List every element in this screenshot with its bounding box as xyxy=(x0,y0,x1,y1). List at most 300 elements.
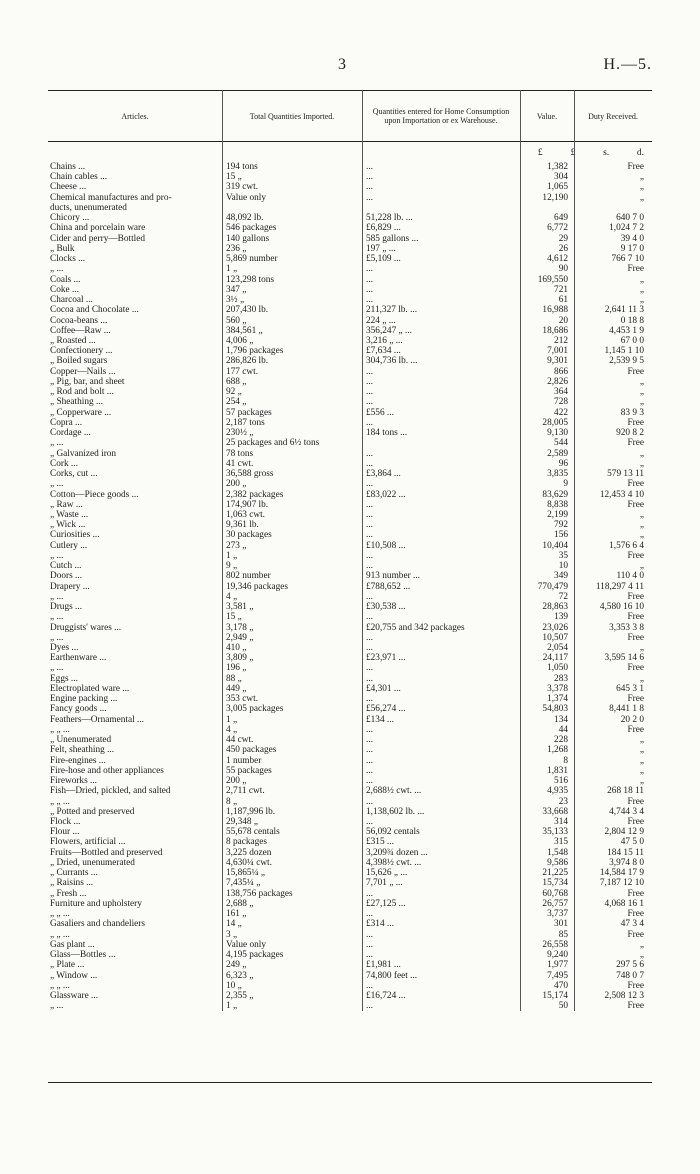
table-row xyxy=(48,438,652,448)
duty-cell: 2,641 11 3 xyxy=(604,305,644,316)
value-cell: 8 xyxy=(563,755,568,766)
total-quantity-cell: 8 packages xyxy=(226,837,268,848)
home-consumption-cell: 184 tons ... xyxy=(366,428,408,439)
home-consumption-cell: ... xyxy=(366,591,373,602)
home-consumption-cell: ... xyxy=(366,980,373,991)
duty-cell: 297 5 6 xyxy=(616,960,644,971)
article-cell: Cotton—Piece goods ... xyxy=(50,489,139,500)
article-cell: Glassware ... xyxy=(50,990,99,1001)
total-quantity-cell: 4 „ xyxy=(226,724,238,735)
table-row xyxy=(48,940,652,950)
table-row xyxy=(48,674,652,684)
home-consumption-cell: ... xyxy=(366,264,373,275)
duty-cell: Free xyxy=(627,632,644,643)
home-consumption-cell: ... xyxy=(366,448,373,459)
value-cell: 139 xyxy=(554,612,568,623)
article-cell: Fancy goods ... xyxy=(50,704,107,715)
article-cell: Corks, cut ... xyxy=(50,469,98,480)
table-row xyxy=(48,756,652,766)
article-cell: „ ... xyxy=(50,438,64,449)
duty-cell: Free xyxy=(627,724,644,735)
home-consumption-cell: £315 ... xyxy=(366,837,394,848)
duty-cell: 47 3 4 xyxy=(620,919,644,930)
home-consumption-cell: ... xyxy=(366,499,373,510)
duty-cell: „ xyxy=(639,458,644,469)
duty-cell: 9 17 0 xyxy=(620,243,644,254)
total-quantity-cell: 41 cwt. xyxy=(226,458,254,469)
home-consumption-cell: £16,724 ... xyxy=(366,990,406,1001)
total-quantity-cell: 29,348 „ xyxy=(226,817,259,827)
home-consumption-cell: ... xyxy=(366,366,373,377)
table-row xyxy=(48,919,652,929)
home-consumption-cell: ... xyxy=(366,295,373,306)
table-row xyxy=(48,397,652,407)
value-cell: 44 xyxy=(558,724,568,735)
duty-cell: Free xyxy=(627,817,644,827)
home-consumption-cell: £20,755 and 342 packages xyxy=(366,622,465,633)
table-row xyxy=(48,960,652,970)
value-cell: 315 xyxy=(554,837,568,848)
table-row xyxy=(48,316,652,326)
table-row xyxy=(48,387,652,397)
duty-cell: 2,508 12 3 xyxy=(604,990,644,1001)
table-row xyxy=(48,663,652,673)
table-row xyxy=(48,653,652,663)
column-divider xyxy=(222,90,223,1011)
duty-cell: „ xyxy=(639,295,644,306)
table-row xyxy=(48,213,652,223)
article-cell: Copra ... xyxy=(50,417,83,428)
total-quantity-cell: 1 „ xyxy=(226,714,238,725)
total-quantity-cell: 449 „ xyxy=(226,683,247,694)
total-quantity-cell: 802 number xyxy=(226,571,271,582)
article-cell: „ ... xyxy=(50,591,64,602)
value-cell: 7,001 xyxy=(547,346,568,357)
table-row xyxy=(48,223,652,233)
total-quantity-cell: 450 packages xyxy=(226,745,277,756)
table-row xyxy=(48,172,652,182)
home-consumption-cell: ... xyxy=(366,735,373,746)
home-consumption-cell: ... xyxy=(366,888,373,899)
table-row xyxy=(48,694,652,704)
table-row xyxy=(48,868,652,878)
table-row xyxy=(48,858,652,868)
article-cell: Charcoal ... xyxy=(50,295,93,306)
value-cell: 422 xyxy=(554,407,568,418)
home-consumption-cell: £1,981 ... xyxy=(366,960,401,971)
duty-cell: „ xyxy=(639,755,644,766)
total-quantity-cell: 88 „ xyxy=(226,673,242,684)
home-consumption-cell: ... xyxy=(366,745,373,756)
total-quantity-cell: 3½ „ xyxy=(226,295,245,306)
article-cell: Drugs ... xyxy=(50,602,83,613)
home-consumption-cell: £3,864 ... xyxy=(366,469,401,480)
total-quantity-cell: 347 „ xyxy=(226,284,247,295)
table-row xyxy=(48,725,652,735)
home-consumption-cell: ... xyxy=(366,724,373,735)
value-cell: 314 xyxy=(554,817,568,827)
value-unit: £ xyxy=(537,148,543,158)
total-quantity-cell: 410 „ xyxy=(226,643,247,654)
table-row xyxy=(48,899,652,909)
value-cell: 470 xyxy=(554,980,568,991)
total-quantity-cell: Value only xyxy=(226,939,267,950)
total-quantity-cell: 4,195 packages xyxy=(226,950,284,961)
duty-cell: Free xyxy=(627,438,644,449)
value-cell: 23,026 xyxy=(542,622,568,633)
article-cell: Cocoa and Chocolate ... xyxy=(50,305,139,316)
article-cell: Chicory ... xyxy=(50,213,90,224)
total-quantity-cell: 207,430 lb. xyxy=(226,305,269,316)
duty-cell: „ xyxy=(639,673,644,684)
home-consumption-cell: ... xyxy=(366,950,373,961)
table-row xyxy=(48,193,652,203)
duty-cell: 20 2 0 xyxy=(620,714,644,725)
total-quantity-cell: 3,581 „ xyxy=(226,602,254,613)
duty-cell: 3,974 8 0 xyxy=(609,857,644,868)
total-quantity-cell: 560 „ xyxy=(226,315,247,326)
value-cell: 721 xyxy=(554,284,568,295)
total-quantity-cell: 30 packages xyxy=(226,530,272,541)
home-consumption-cell: 197 „ ... xyxy=(366,243,396,254)
total-quantity-cell: 3,225 dozen xyxy=(226,847,272,858)
home-consumption-cell: ... xyxy=(366,1001,373,1012)
table-row xyxy=(48,346,652,356)
table-row xyxy=(48,561,652,571)
duty-cell: 1,024 7 2 xyxy=(609,223,644,234)
value-cell: 4,612 xyxy=(547,254,568,265)
total-quantity-cell: 4 „ xyxy=(226,591,238,602)
duty-cell: Free xyxy=(627,796,644,807)
duty-cell: „ xyxy=(639,182,644,193)
total-quantity-cell: 2,711 cwt. xyxy=(226,786,265,797)
document-reference: H.—5. xyxy=(603,56,652,73)
value-cell: 61 xyxy=(558,295,568,306)
value-cell: 728 xyxy=(554,397,568,408)
table-row xyxy=(48,295,652,305)
home-consumption-cell: ... xyxy=(366,909,373,920)
article-cell: Fish—Dried, pickled, and salted xyxy=(50,786,171,797)
article-cell: Drapery ... xyxy=(50,581,90,592)
value-cell: 1,374 xyxy=(547,694,568,705)
table-row xyxy=(48,848,652,858)
table-row xyxy=(48,889,652,899)
duty-unit-pence: d. xyxy=(636,148,644,158)
home-consumption-cell: ... xyxy=(366,796,373,807)
value-cell: 9,130 xyxy=(547,428,568,439)
table-row xyxy=(48,285,652,295)
home-consumption-cell: 51,228 lb. ... xyxy=(366,213,413,224)
table-header-row xyxy=(48,91,652,141)
value-cell: 283 xyxy=(554,673,568,684)
article-cell: Fruits—Bottled and preserved xyxy=(50,847,163,858)
home-consumption-cell: ... xyxy=(366,530,373,541)
article-cell: „ ... xyxy=(50,264,64,275)
table-row xyxy=(48,612,652,622)
duty-cell: „ xyxy=(639,745,644,756)
total-quantity-cell: 3,005 packages xyxy=(226,704,284,715)
value-cell: 2,054 xyxy=(547,643,568,654)
value-cell: 33,668 xyxy=(542,806,568,817)
home-consumption-cell: 356,247 „ ... xyxy=(366,325,412,336)
article-cell: „ Boiled sugars xyxy=(50,356,108,367)
table-row xyxy=(48,807,652,817)
duty-cell: Free xyxy=(627,888,644,899)
table-row xyxy=(48,930,652,940)
article-cell: Coffee—Raw ... xyxy=(50,325,111,336)
header-value: Value. xyxy=(536,111,558,121)
table-row xyxy=(48,704,652,714)
article-cell: „ Fresh ... xyxy=(50,888,87,899)
table-row xyxy=(48,623,652,633)
value-cell: 8,838 xyxy=(547,499,568,510)
duty-cell: „ xyxy=(639,509,644,520)
article-cell: Confectionery ... xyxy=(50,346,113,357)
value-cell: 10,404 xyxy=(542,540,568,551)
total-quantity-cell: 1 „ xyxy=(226,264,238,275)
table-row xyxy=(48,377,652,387)
total-quantity-cell: 384,561 „ xyxy=(226,325,263,336)
article-cell: „ Wick ... xyxy=(50,520,86,531)
duty-cell: „ xyxy=(639,561,644,572)
home-consumption-cell: ... xyxy=(366,172,373,183)
article-cell: Electroplated ware ... xyxy=(50,683,130,694)
home-consumption-cell: £30,538 ... xyxy=(366,602,406,613)
column-divider xyxy=(362,90,363,1011)
total-quantity-cell: 319 cwt. xyxy=(226,182,259,193)
home-consumption-cell: 304,736 lb. ... xyxy=(366,356,418,367)
article-cell: Copper—Nails ... xyxy=(50,366,116,377)
total-quantity-cell: 194 tons xyxy=(226,162,258,172)
total-quantity-cell: 196 „ xyxy=(226,663,247,674)
duty-cell: 3,595 14 6 xyxy=(604,653,644,664)
article-cell: Cordage ... xyxy=(50,428,91,439)
total-quantity-cell: 138,756 packages xyxy=(226,888,293,899)
table-row xyxy=(48,991,652,1001)
total-quantity-cell: 2,355 „ xyxy=(226,990,254,1001)
value-cell: 15,734 xyxy=(542,878,568,889)
value-cell: 1,382 xyxy=(547,162,568,172)
table-row xyxy=(48,817,652,827)
table-row xyxy=(48,428,652,438)
table-row xyxy=(48,745,652,755)
table-body xyxy=(48,162,652,1011)
duty-cell: Free xyxy=(627,591,644,602)
article-cell: Cocoa-beans ... xyxy=(50,315,108,326)
total-quantity-cell: 44 cwt. xyxy=(226,735,254,746)
value-cell: 83,629 xyxy=(542,489,568,500)
value-cell: 1,050 xyxy=(547,663,568,674)
home-consumption-cell: ... xyxy=(366,376,373,387)
table-row xyxy=(48,234,652,244)
table-row xyxy=(48,305,652,315)
duty-cell: 47 5 0 xyxy=(620,837,644,848)
table-row xyxy=(48,633,652,643)
article-cell: Cutlery ... xyxy=(50,540,88,551)
article-cell: „ Unenumerated xyxy=(50,735,112,746)
home-consumption-cell: ... xyxy=(366,274,373,285)
value-cell: 2,589 xyxy=(547,448,568,459)
total-quantity-cell: 55 packages xyxy=(226,765,272,776)
duty-cell: „ xyxy=(639,284,644,295)
value-cell: 1,548 xyxy=(547,847,568,858)
total-quantity-cell xyxy=(222,203,362,213)
header-articles: Articles. xyxy=(121,111,149,121)
value-cell: 35 xyxy=(558,550,568,561)
home-consumption-cell: 56,092 centals xyxy=(366,827,420,838)
article-cell: „ ... xyxy=(50,550,64,561)
value-cell: 10 xyxy=(558,561,568,572)
total-quantity-cell: 200 „ xyxy=(226,776,247,787)
value-cell: 649 xyxy=(554,213,568,224)
duty-cell: „ xyxy=(639,765,644,776)
value-cell: 3,835 xyxy=(547,469,568,480)
duty-cell: 39 4 0 xyxy=(620,233,644,244)
article-cell: Furniture and upholstery xyxy=(50,898,142,909)
value-cell: 9,586 xyxy=(547,857,568,868)
duty-unit-shillings: s. xyxy=(603,148,610,158)
article-cell: „ Potted and preserved xyxy=(50,806,135,817)
home-consumption-cell: ... xyxy=(366,458,373,469)
duty-cell: „ xyxy=(639,939,644,950)
article-cell: Druggists' wares ... xyxy=(50,622,122,633)
total-quantity-cell: 19,346 packages xyxy=(226,581,288,592)
home-consumption-cell: 2,688½ cwt. ... xyxy=(366,786,422,797)
home-consumption-cell: £23,971 ... xyxy=(366,653,406,664)
article-cell: „ „ ... xyxy=(50,929,70,940)
article-cell: „ Bulk xyxy=(50,243,75,254)
article-cell: Cheese ... xyxy=(50,182,87,193)
article-cell: „ Rod and bolt ... xyxy=(50,387,114,398)
duty-cell: „ xyxy=(639,950,644,961)
table-row xyxy=(48,776,652,786)
article-cell: Fire-engines ... xyxy=(50,755,106,766)
value-cell: 12,190 xyxy=(542,192,568,203)
duty-cell: 8,441 1 8 xyxy=(609,704,644,715)
table-row xyxy=(48,551,652,561)
duty-cell: 12,453 4 10 xyxy=(599,489,644,500)
value-cell: 60,768 xyxy=(542,888,568,899)
duty-cell: 1,576 6 4 xyxy=(609,540,644,551)
value-cell: 90 xyxy=(558,264,568,275)
value-cell: 35,133 xyxy=(542,827,568,838)
value-cell: 301 xyxy=(554,919,568,930)
table-row xyxy=(48,490,652,500)
table-row xyxy=(48,418,652,428)
home-consumption-cell: 15,626 „ ... xyxy=(366,868,408,879)
article-cell: „ Copperware ... xyxy=(50,407,112,418)
table-row xyxy=(48,797,652,807)
home-consumption-cell: ... xyxy=(366,397,373,408)
total-quantity-cell: 15,865¼ „ xyxy=(226,868,265,879)
article-cell: Gas plant ... xyxy=(50,939,95,950)
value-cell: 7,495 xyxy=(547,970,568,981)
total-quantity-cell: 2,382 packages xyxy=(226,489,284,500)
duty-cell: Free xyxy=(627,366,644,377)
table-row xyxy=(48,336,652,346)
value-cell: 1,831 xyxy=(547,765,568,776)
home-consumption-cell: ... xyxy=(366,387,373,398)
home-consumption-cell xyxy=(362,438,520,448)
total-quantity-cell: 7,435¼ „ xyxy=(226,878,261,889)
total-quantity-cell: 236 „ xyxy=(226,243,247,254)
header-duty-received: Duty Received. xyxy=(588,111,638,121)
duty-cell: 110 4 0 xyxy=(616,571,644,582)
article-cell: Cork ... xyxy=(50,458,78,469)
home-consumption-cell: 211,327 lb. ... xyxy=(366,305,418,316)
total-quantity-cell: 2,949 „ xyxy=(226,632,254,643)
table-row xyxy=(48,520,652,530)
table-row xyxy=(48,571,652,581)
article-cell: „ Dried, unenumerated xyxy=(50,857,135,868)
table-row xyxy=(48,735,652,745)
table-row xyxy=(48,254,652,264)
value-cell: 228 xyxy=(554,735,568,746)
home-consumption-cell: 3,216 „ ... xyxy=(366,335,403,346)
article-cell: Fireworks ... xyxy=(50,776,97,787)
table-row xyxy=(48,367,652,377)
article-cell: „ Sheathing ... xyxy=(50,397,103,408)
table-row xyxy=(48,541,652,551)
value-cell: 304 xyxy=(554,172,568,183)
duty-cell: „ xyxy=(639,776,644,787)
total-quantity-cell: 92 „ xyxy=(226,387,242,398)
table-row xyxy=(48,602,652,612)
value-cell: 28,863 xyxy=(542,602,568,613)
table-row xyxy=(48,684,652,694)
duty-cell: Free xyxy=(627,980,644,991)
table-row xyxy=(48,500,652,510)
duty-cell: „ xyxy=(639,520,644,531)
table-row xyxy=(48,162,652,172)
total-quantity-cell: 1 number xyxy=(226,755,262,766)
article-cell: „ Roasted ... xyxy=(50,335,96,346)
value-cell: 96 xyxy=(558,458,568,469)
article-cell: Clocks ... xyxy=(50,254,86,265)
total-quantity-cell: 3,809 „ xyxy=(226,653,254,664)
duty-cell: „ xyxy=(639,387,644,398)
table-row xyxy=(48,827,652,837)
home-consumption-cell: £4,301 ... xyxy=(366,683,401,694)
duty-cell: 7,187 12 10 xyxy=(599,878,644,889)
value-cell: 20 xyxy=(558,315,568,326)
header-home-consumption: Quantities entered for Home Consumption upon Importation or ex Warehouse. xyxy=(372,107,510,125)
article-cell: „ ... xyxy=(50,479,64,490)
total-quantity-cell: 546 packages xyxy=(226,223,277,234)
duty-cell: „ xyxy=(639,530,644,541)
value-cell xyxy=(520,203,574,213)
value-cell: 1,065 xyxy=(547,182,568,193)
value-cell: 212 xyxy=(554,335,568,346)
article-cell: Coals ... xyxy=(50,274,81,285)
home-consumption-cell: £56,274 ... xyxy=(366,704,406,715)
home-consumption-cell: 7,701 „ ... xyxy=(366,878,403,889)
home-consumption-cell: ... xyxy=(366,632,373,643)
home-consumption-cell xyxy=(362,203,520,213)
article-cell: Gasaliers and chandeliers xyxy=(50,919,145,930)
table-row xyxy=(48,408,652,418)
total-quantity-cell: 25 packages and 6½ tons xyxy=(226,438,320,449)
duty-cell: 83 9 3 xyxy=(620,407,644,418)
value-cell: 21,225 xyxy=(542,868,568,879)
total-quantity-cell: 15 „ xyxy=(226,612,242,623)
home-consumption-cell: ... xyxy=(366,612,373,623)
home-consumption-cell: 585 gallons ... xyxy=(366,233,419,244)
total-quantity-cell: 36,588 gross xyxy=(226,469,274,480)
total-quantity-cell: 177 cwt. xyxy=(226,366,259,377)
article-cell: Cider and perry—Bottled xyxy=(50,233,146,244)
duty-cell: 118,297 4 11 xyxy=(595,581,644,592)
